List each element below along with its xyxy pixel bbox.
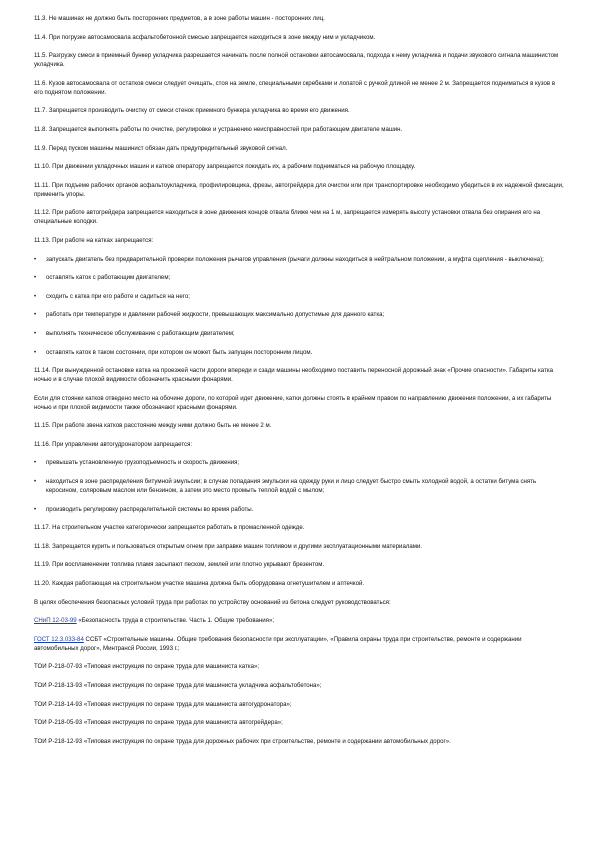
bullet-marker: • [34,274,37,282]
paragraph: В целях обеспечения безопасных условий труда при работах по устройству оснований из бетона следует руководствоваться: [34,598,391,606]
bullet-item [34,348,564,357]
reference-item: ТОИ Р-218-13-93 «Типовая инструкция по охране труда для машиниста укладчика асфальтобетона»; [34,682,322,689]
paragraph: 11.18. Запрещается курить и пользоваться открытым огнем при заправке машин топливом и другими эксплуатационными материалами. [34,542,423,550]
paragraph: 11.15. При работе звена катков расстояние между ними должно быть не менее 2 м. [34,422,272,430]
bullet-item [34,292,564,301]
reference-link[interactable]: ГОСТ 12.3.033-84 [34,635,84,643]
reference-link[interactable]: СНиП 12-03-99 [34,617,77,625]
bullet-text: оставлять каток в таком состоянии, при котором он может быть запущен посторонним лицом. [46,348,313,356]
bullet-text: работать при температуре и давлении рабочей жидкости, превышающих максимально допустимые для данного катка; [46,311,385,319]
bullet-item [34,255,564,264]
bullet-text: запускать двигатель без предварительной проверки положения рычагов управления (рычаги должны находиться в нейтральном положении, а муфта сцепления - выключена); [46,255,544,263]
reference-item: ТОИ Р-218-14-93 «Типовая инструкция по охране труда для машиниста автогудронатора»; [34,700,292,708]
bullet-marker: • [34,255,37,263]
bullet-item [34,273,564,282]
reference-text: «Безопасность труда в строительстве. Часть 1. Общие требования»; [76,617,275,625]
reference-item: ТОИ Р-218-12-93 «Типовая инструкция по охране труда для дорожных рабочих при строительстве, ремонте и содержании автомобильных дорог». [34,737,451,745]
bullet-text: сходить с катка при его работе и садиться на него; [46,292,190,300]
paragraph: Если для стоянки катков отведено место на обочине дороги, по которой идет движение, катки должны стоять в крайнем правом по направлению движения положении, а их габариты ночью и при плохой видимости также обозначают красными фонарями. [34,394,552,411]
reference-item [34,635,564,653]
bullet-marker: • [34,292,37,300]
bullet-marker: • [34,348,37,356]
bullet-marker: • [34,459,37,467]
bullet-text: превышать установленную грузоподъемность и скорость движения; [46,459,240,467]
bullet-marker: • [34,505,37,513]
bullet-item [34,329,564,338]
bullet-text: находиться в зоне распределения битумной эмульсии; в случае попадания эмульсии на одежду руки и лицо следует быстро смыть холодной водой, а остатки битума снять керосином, соляровым маслом или бензином, а затем это место промыть теплой водой с мылом; [46,478,537,495]
bullet-item [34,477,564,495]
paragraph: 11.8. Запрещается выполнять работы по очистке, регулировке и устранению неисправностей при работающем двигателе машин. [34,125,403,133]
paragraph: 11.5. Разгрузку смеси в приемный бункер укладчика разрешается начинать после полной остановки автосамосвала, подхода к нему укладчика и подачи звукового сигнала машинистом укладчика. [34,52,559,69]
paragraph: 11.20. Каждая работающая на строительном участке машина должна быть оборудована огнетушителем и аптечкой. [34,580,365,588]
bullet-marker: • [34,478,37,486]
bullet-marker: • [34,329,37,337]
paragraph: 11.19. При воспламенении топлива пламя засыпают песком, землей или плотно укрывают брезентом. [34,561,325,569]
paragraph: 11.16. При управлении автогудронатором запрещается: [34,440,193,448]
paragraph: 11.11. При подъеме рабочих органов асфальтоукладчика, профилировщика, фрезы, автогрейдера для очистки или при транспортировке необходимо убедиться в их надежной фиксации, применить упоры. [34,181,564,198]
paragraph: 11.4. При погрузке автосамосвала асфальтобетонной смесью запрещается находиться в зоне между ним и укладчиком. [34,33,376,41]
document-page [34,14,564,746]
reference-text: ССБТ «Строительные машины. Общие требования безопасности при эксплуатации», «Правила охраны труда при строительстве, ремонте и содержании автомобильных дорог», Минтрансй России, 1993 г.; [34,635,522,652]
bullet-item [34,458,564,467]
paragraph: 11.13. При работе на катках запрещается: [34,236,154,244]
bullet-item [34,505,564,514]
paragraph: 11.14. При вынужденной остановке катка на проезжей части дороги впереди и сзади машины необходимо поставить переносной дорожный знак «Прочие опасности». Габариты катка ночью и в случае плохой видимости обозначить красными фонарями. [34,367,554,384]
reference-item: ТОИ Р-218-05-93 «Типовая инструкция по охране труда для машиниста автогрейдера»; [34,719,283,727]
bullet-marker: • [34,311,37,319]
bullet-text: оставлять каток с работающим двигателем; [46,274,171,282]
paragraph: 11.3. Не машинах не должно быть посторонних предметов, а в зоне работы машин - посторонних лиц. [34,15,325,22]
reference-item [34,616,564,625]
bullet-item [34,310,564,319]
paragraph: 11.9. Перед пуском машины машинист обязан дать предупредительный звуковой сигнал. [34,144,288,152]
bullet-text: выполнять техническое обслуживание с работающим двигателем; [46,329,235,337]
paragraph: 11.6. Кузов автосамосвала от остатков смеси следует очищать, стоя на земле, специальными скребками и лопатой с ручкой длиной не менее 2 м. Запрещается подниматься в кузов в его поднятом положении. [34,79,556,96]
paragraph: 11.7. Запрещается производить очистку от смеси стенок приемного бункера укладчика во время его движения. [34,107,350,115]
paragraph: 11.10. При движении укладочных машин и катков оператору запрещается покидать их, а рабочим подниматься на рабочую площадку. [34,163,416,171]
reference-item: ТОИ Р-218-07-93 «Типовая инструкция по охране труда для машиниста катка»; [34,663,260,671]
paragraph: 11.12. При работе автогрейдера запрещается находиться в зоне движения концов отвала ближе чем на 1 м, запрещается измерять высоту установки отвала без опирания его на специальные колодки. [34,209,541,226]
paragraph: 11.17. На строительном участке категорически запрещается работать в промасленной одежде. [34,524,305,532]
bullet-text: производить регулировку распределительной системы во время работы. [46,505,254,513]
